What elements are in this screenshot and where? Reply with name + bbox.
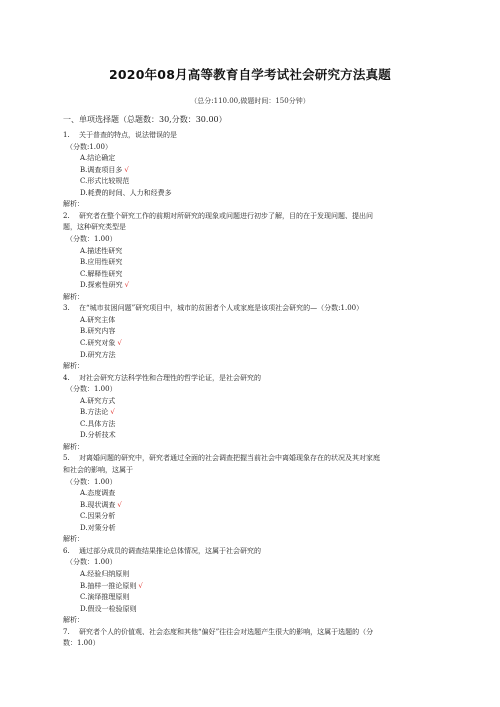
- answer-option: [80, 153, 115, 163]
- answer-option: [80, 338, 122, 348]
- analysis-label: 解析：: [63, 442, 84, 451]
- question-number: 6.: [63, 546, 70, 555]
- correct-check-icon: √: [117, 338, 122, 347]
- option-text: C.具体方法: [80, 419, 116, 428]
- exam-title: 2020年08月高等教育自学考试社会研究方法真题: [109, 67, 391, 82]
- correct-check-icon: √: [138, 581, 143, 590]
- analysis-label: 解析：: [63, 362, 84, 370]
- question-number: 1.: [63, 131, 70, 139]
- question-stem-continued: 数：1.00）: [63, 639, 100, 648]
- question-number: 4.: [63, 373, 70, 382]
- answer-option: [80, 315, 115, 325]
- answer-option: [80, 604, 137, 614]
- question-text: 关于普查的特点，说法错误的是: [79, 131, 177, 139]
- question-score: （分数：1.00）: [66, 558, 117, 567]
- option-text: A.研究方式: [80, 396, 116, 405]
- answer-option: [80, 511, 115, 521]
- question-text: 在“城市贫困问题”研究项目中，城市的贫困者个人或家庭是该项社会研究的—（分数:1.00）: [79, 304, 364, 313]
- answer-option: [80, 523, 116, 533]
- analysis-label: 解析：: [63, 616, 84, 625]
- answer-option: [80, 500, 122, 510]
- answer-option: [80, 569, 129, 579]
- option-text: D.假设一检验原则: [80, 604, 137, 613]
- option-text: D.探索性研究: [80, 281, 123, 290]
- answer-option: [80, 592, 129, 602]
- question-score: （分数：1.00）: [66, 385, 117, 394]
- question-text: 研究者在整个研究工作的前期对所研究的现象或问题进行初步了解，目的在于发现问题、提出问: [79, 211, 373, 220]
- answer-option: [80, 176, 129, 186]
- answer-option: [80, 188, 172, 198]
- question-stem: [63, 303, 363, 313]
- answer-option: [80, 350, 116, 360]
- analysis-label: 解析：: [63, 535, 84, 544]
- answer-option: [80, 581, 143, 591]
- question-score: （分数:1.00）: [66, 142, 112, 151]
- question-stem-continued: 题，这种研究类型是: [63, 223, 126, 232]
- question-stem: [63, 130, 177, 140]
- question-number: 3.: [63, 304, 70, 313]
- question-score: （分数：1.00）: [66, 477, 117, 486]
- question-stem: [63, 453, 380, 463]
- answer-option: [80, 269, 122, 279]
- answer-option: [80, 257, 122, 267]
- exam-subtitle: （总分:110.00,做题时间：150分钟）: [190, 97, 310, 105]
- option-text: B.抽样一推论原则: [80, 581, 137, 590]
- option-text: C.研究对象: [80, 338, 116, 347]
- option-text: A.研究主体: [80, 315, 116, 324]
- option-text: D.研究方法: [80, 350, 116, 359]
- answer-option: [80, 407, 115, 417]
- option-text: C.解释性研究: [80, 269, 123, 278]
- analysis-label: 解析：: [63, 292, 84, 301]
- answer-option: [80, 326, 115, 336]
- analysis-label: 解析：: [63, 200, 84, 209]
- answer-option: [80, 246, 122, 256]
- answer-option: [80, 396, 115, 406]
- correct-check-icon: √: [124, 165, 129, 174]
- option-text: B.现状调查: [80, 500, 116, 509]
- answer-option: [80, 430, 116, 440]
- question-stem: [63, 546, 261, 556]
- question-stem-continued: 和社会的影响，这属于: [63, 466, 133, 474]
- option-text: B.方法论: [80, 408, 109, 417]
- option-text: D.对策分析: [80, 523, 116, 532]
- option-text: C.因果分析: [80, 512, 116, 521]
- answer-option: [80, 280, 129, 290]
- option-text: B.调查项目多: [80, 165, 123, 174]
- correct-check-icon: √: [110, 408, 115, 417]
- section-heading: 一、单项选择题（总题数：30,分数：30.00）: [63, 115, 227, 124]
- question-number: 5.: [63, 454, 70, 463]
- option-text: D.分析技术: [80, 431, 116, 440]
- option-text: C.演绎推理原则: [80, 593, 130, 601]
- question-text: 对社会研究方法科学性和合理性的哲学论证，是社会研究的: [79, 373, 261, 382]
- question-stem: [63, 211, 373, 221]
- answer-option: [80, 488, 115, 498]
- question-text: 通过部分成员的调查结果推论总体情况，这属于社会研究的: [79, 546, 261, 555]
- question-stem: [63, 373, 261, 383]
- option-text: C.形式比较规范: [80, 177, 130, 186]
- correct-check-icon: √: [124, 281, 130, 290]
- question-text: 对离婚问题的研究中，研究者通过全面的社会调查把握当前社会中离婚现象存在的状况及其对家庭: [79, 454, 380, 463]
- question-stem: [63, 627, 373, 637]
- question-score: （分数：1.00）: [66, 235, 117, 243]
- question-text: 研究者个人的价值观、社会态度和其他“偏好”往往会对选题产生很大的影响，这属于选题的（分: [79, 627, 374, 636]
- answer-option: [80, 165, 129, 175]
- question-number: 7.: [63, 627, 70, 636]
- correct-check-icon: √: [117, 500, 122, 509]
- option-text: B.应用性研究: [80, 258, 123, 267]
- option-text: A.态度调查: [80, 489, 116, 498]
- option-text: A.描述性研究: [80, 246, 123, 255]
- question-number: 2.: [63, 211, 70, 220]
- option-text: D.耗费的时间、人力和经费多: [80, 188, 172, 197]
- option-text: A.经验归纳原则: [80, 569, 130, 578]
- answer-option: [80, 419, 115, 429]
- option-text: B.研究内容: [80, 327, 116, 336]
- option-text: A.结论确定: [80, 154, 116, 163]
